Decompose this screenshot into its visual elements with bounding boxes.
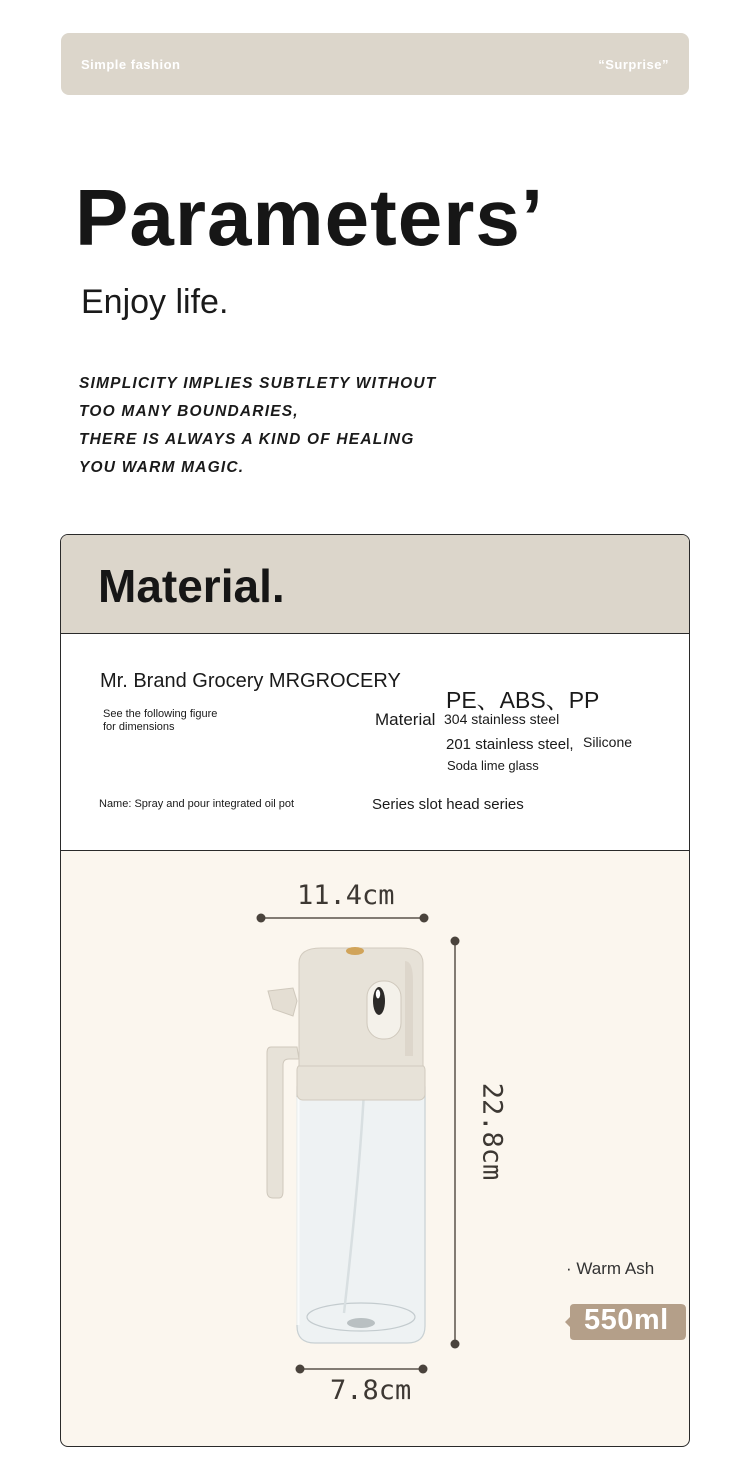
material-label: Material — [375, 710, 436, 729]
width-top-label: 11.4cm — [297, 880, 395, 911]
height-label: 22.8cm — [476, 1082, 508, 1181]
material-title: Material. — [98, 560, 285, 612]
quote-line: TOO MANY BOUNDARIES, — [79, 403, 299, 420]
material-value: PE、ABS、PP — [446, 687, 600, 713]
dimension-endpoint — [419, 1365, 428, 1374]
material-value: Soda lime glass — [447, 758, 539, 773]
banner-left-text: Simple fashion — [81, 57, 181, 72]
capacity-text: 550ml — [584, 1304, 669, 1336]
capacity-tag — [566, 1303, 686, 1339]
product-illustration — [61, 851, 689, 1446]
banner-right-text: “Surprise” — [598, 57, 669, 72]
cap-button — [346, 947, 364, 955]
dimension-endpoint — [296, 1365, 305, 1374]
brand-text: Mr. Brand Grocery MRGROCERY — [100, 670, 401, 692]
material-value: 304 stainless steel — [444, 711, 560, 727]
width-bottom-label: 7.8cm — [330, 1375, 412, 1406]
material-card — [60, 534, 690, 1447]
quote-line: SIMPLICITY IMPLIES SUBTLETY WITHOUT — [79, 375, 437, 392]
material-value: Silicone — [583, 734, 633, 750]
dimension-endpoint — [257, 914, 266, 923]
product-name: Name: Spray and pour integrated oil pot — [99, 798, 295, 810]
straw-foot — [347, 1318, 375, 1328]
spray-lever — [268, 988, 297, 1016]
spec-panel — [61, 634, 689, 851]
cap-collar — [297, 1064, 425, 1100]
dimension-endpoint — [451, 937, 460, 946]
top-banner — [61, 33, 689, 95]
page-title: Parameters’ — [75, 173, 545, 262]
spray-cap — [299, 948, 423, 1066]
material-value: 201 stainless steel, — [446, 736, 574, 753]
nozzle-window — [367, 981, 401, 1039]
product-panel — [61, 851, 689, 1446]
dimension-endpoint — [420, 914, 429, 923]
quote-block — [79, 370, 499, 482]
material-card-header — [61, 535, 689, 634]
quote-line: YOU WARM MAGIC. — [79, 459, 245, 476]
quote-line: THERE IS ALWAYS A KIND OF HEALING — [79, 431, 415, 448]
dimension-note: See the following figure — [103, 708, 218, 720]
series-text: Series slot head series — [372, 796, 524, 813]
dimension-note: for dimensions — [103, 721, 175, 733]
dimension-endpoint — [451, 1340, 460, 1349]
oil-bottle — [267, 947, 425, 1343]
color-label: · Warm Ash — [566, 1259, 655, 1278]
bottle-handle — [267, 1047, 299, 1198]
page-subtitle: Enjoy life. — [81, 283, 229, 321]
